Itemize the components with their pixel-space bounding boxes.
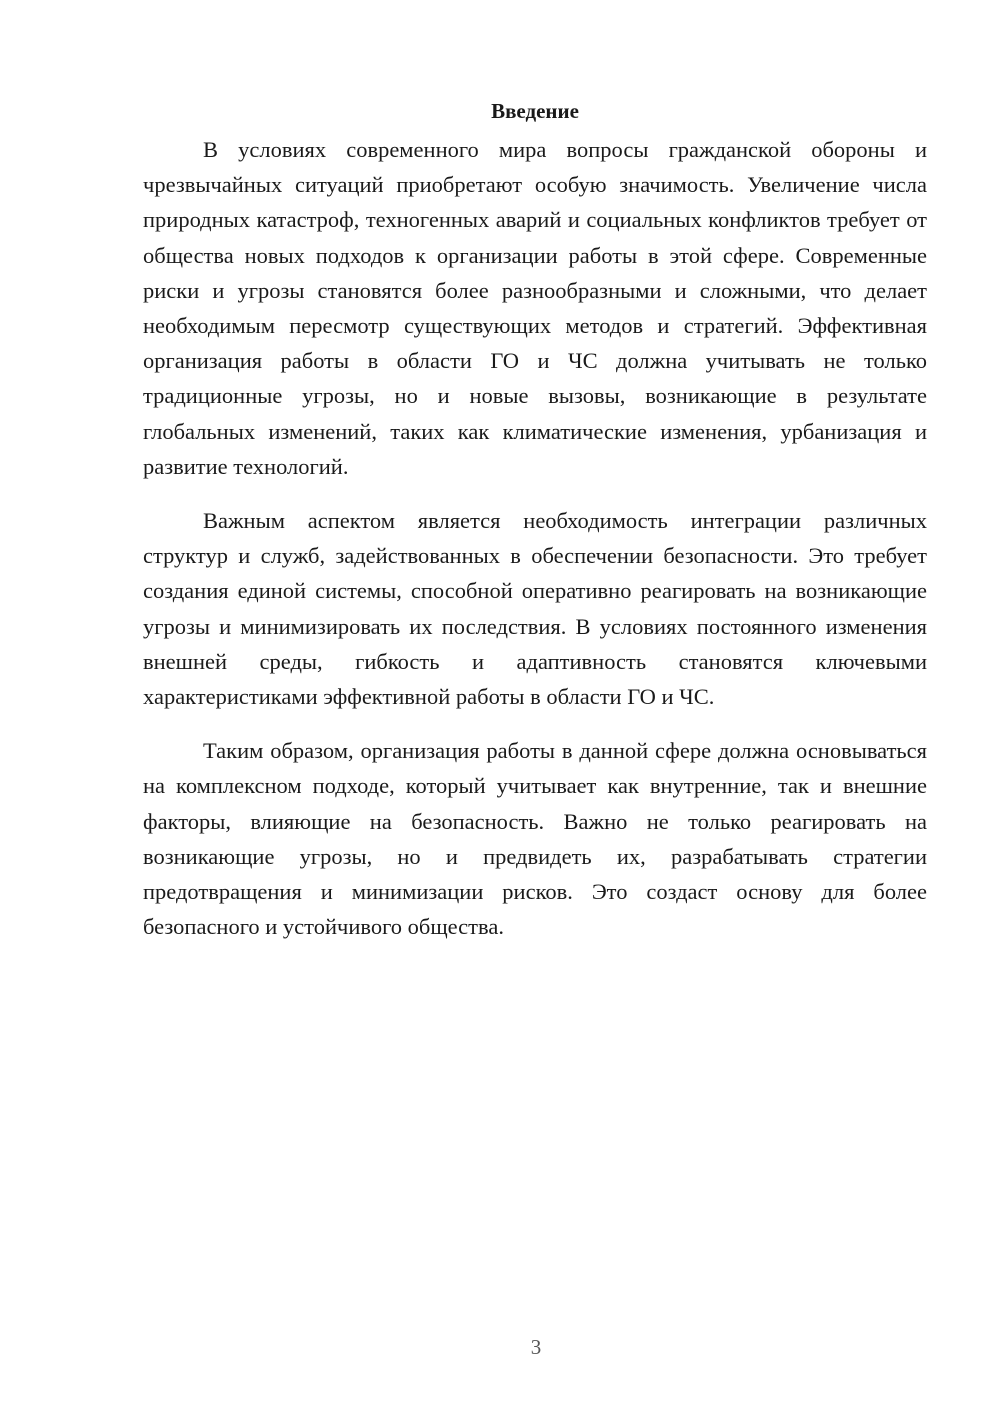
paragraph-1: В условиях современного мира вопросы гражданской обороны и чрезвычайных ситуаций приобретают особую значимость. Увеличение числа природных катастроф, техногенных аварий и социальных конфликтов требует от общества новых подходов к организации работы в этой сфере. Современные риски и угрозы становятся более разнообразными и сложными, что делает необходимым пересмотр существующих методов и стратегий. Эффективная организация работы в области ГО и ЧС должна учитывать не только традиционные угрозы, но и новые вызовы, возникающие в результате глобальных изменений, таких как климатические изменения, урбанизация и развитие технологий. bbox=[143, 137, 927, 479]
page-content bbox=[143, 96, 927, 963]
section-heading: Введение bbox=[491, 99, 579, 123]
paragraph-2: Важным аспектом является необходимость интеграции различных структур и служб, задействованных в обеспечении безопасности. Это требует создания единой системы, способной оперативно реагировать на возникающие угрозы и минимизировать их последствия. В условиях постоянного изменения внешней среды, гибкость и адаптивность становятся ключевыми характеристиками эффективной работы в области ГО и ЧС. bbox=[143, 508, 927, 710]
page-number: 3 bbox=[530, 1335, 542, 1359]
paragraph-3: Таким образом, организация работы в данной сфере должна основываться на комплексном подходе, который учитывает как внутренние, так и внешние факторы, влияющие на безопасность. Важно не только реагировать на возникающие угрозы, но и предвидеть их, разрабатывать стратегии предотвращения и минимизации рисков. Это создаст основу для более безопасного и устойчивого общества. bbox=[143, 738, 927, 940]
